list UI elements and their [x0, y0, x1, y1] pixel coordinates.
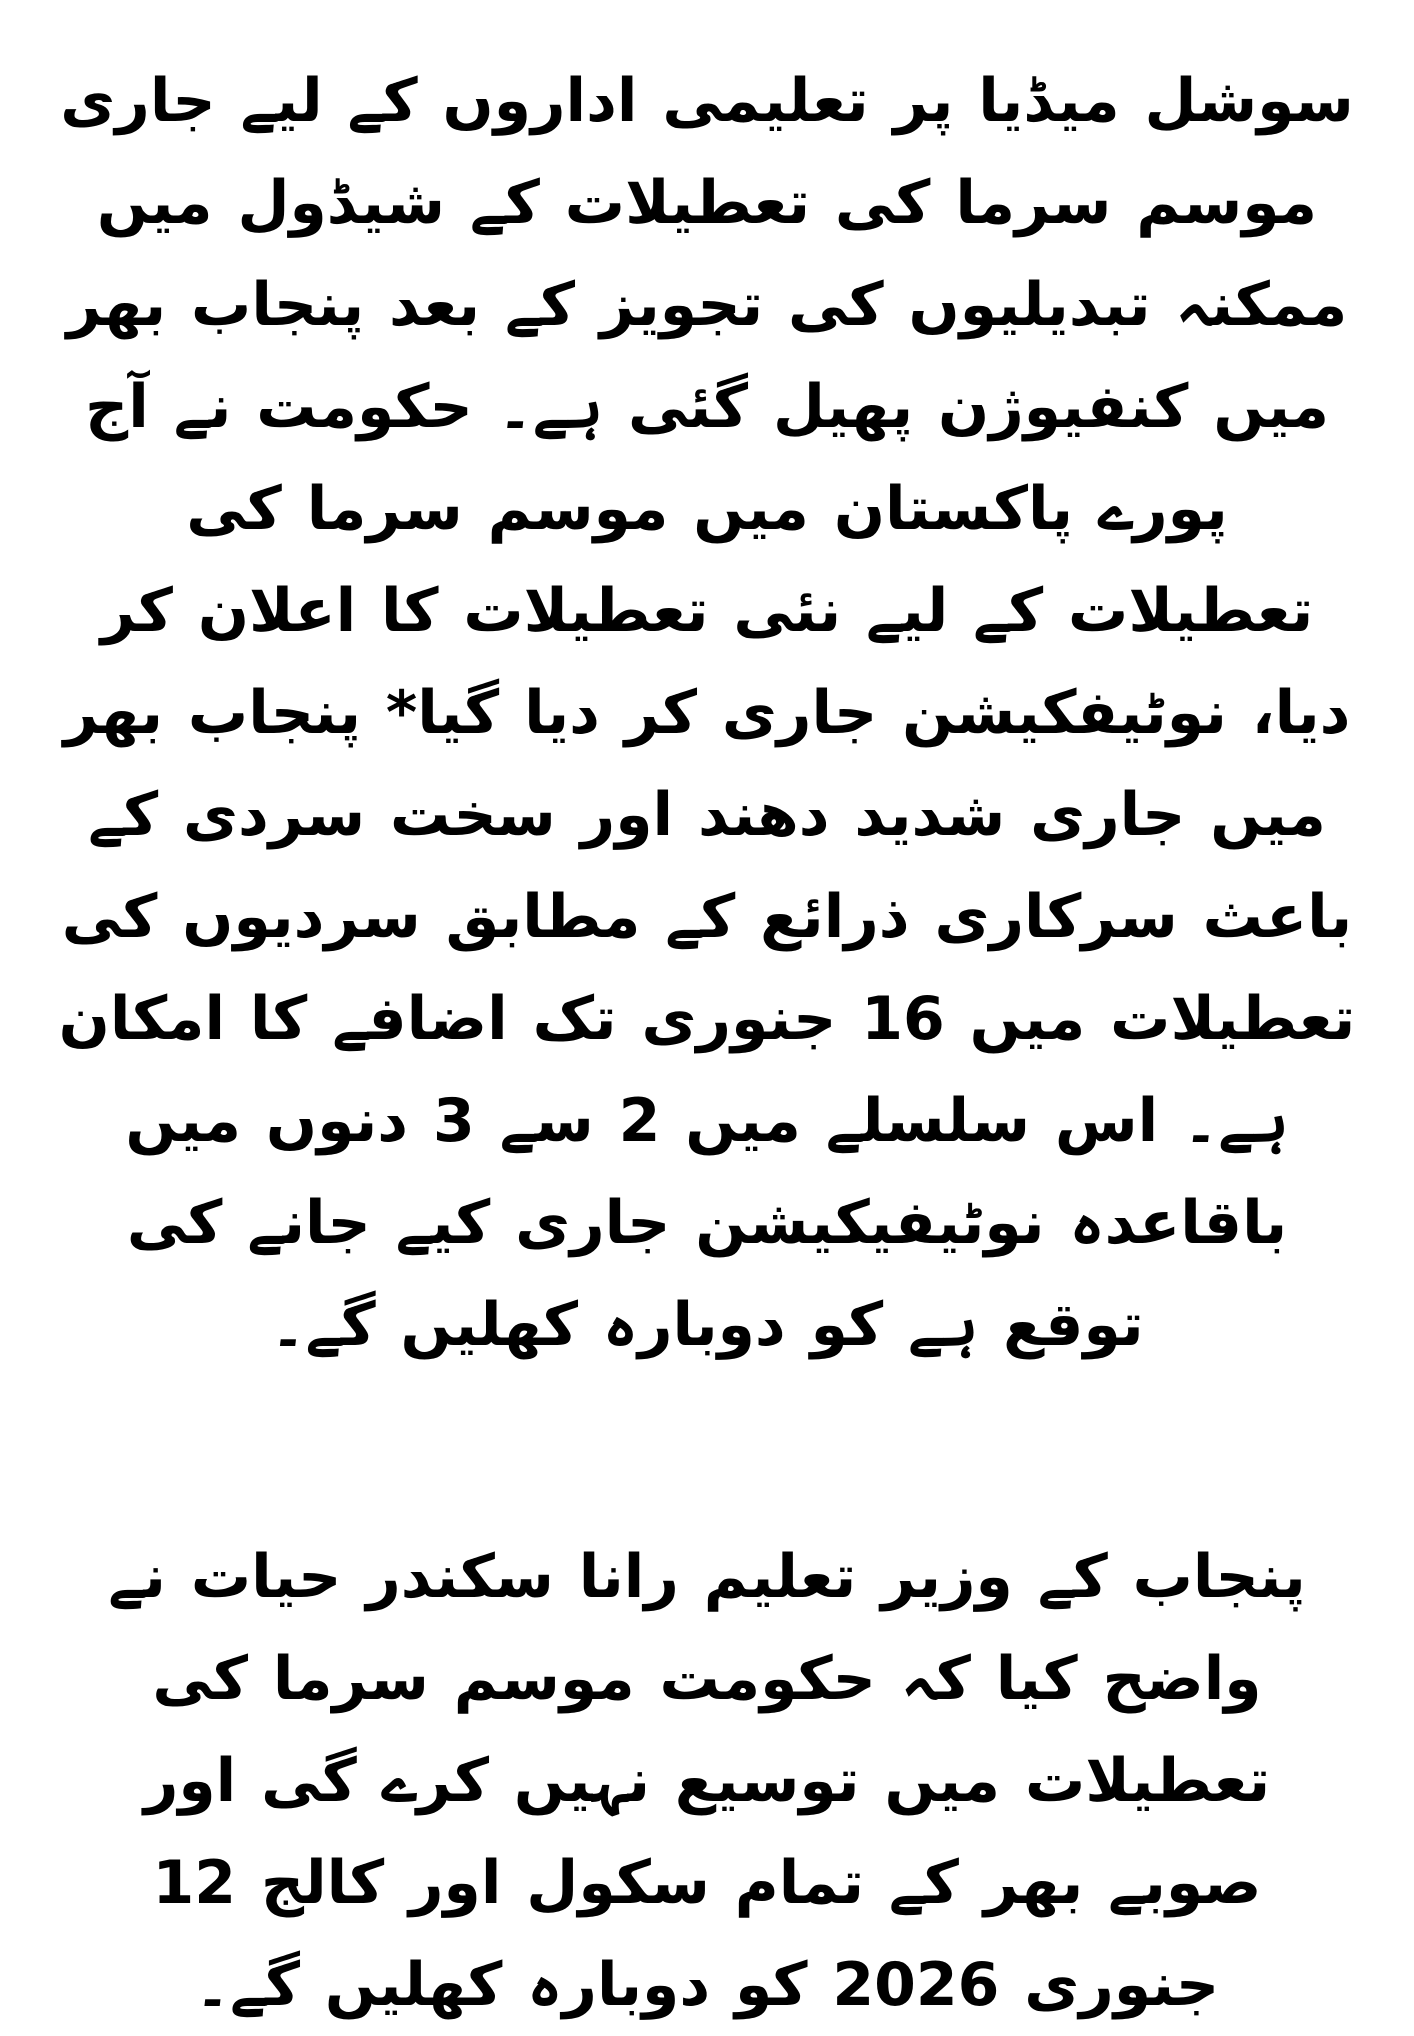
- news-paragraph-winter-holidays: سوشل میڈیا پر تعلیمی اداروں کے لیے جاری موسم سرما کی تعطیلات کے شیڈول میں ممکنہ تبدیلیوں کی تجویز کے بعد پنجاب بھر میں کنفیوژن پھیل گئی ہے۔ حکومت نے آج پورے پاکستان میں موسم سرما کی تعطیلات کے لیے نئی تعطیلات کا اعلان کر دیا، نوٹیفکیشن جاری کر دیا گیا* پنجاب بھر میں جاری شدید دھند اور سخت سردی کے باعث سرکاری ذرائع کے مطابق سردیوں کی تعطیلات میں 16 جنوری تک اضافے کا امکان ہے۔ اس سلسلے میں 2 سے 3 دنوں میں باقاعدہ نوٹیفیکیشن جاری کیے جانے کی توقع ہے کو دوبارہ کھلیں گے۔: [58, 66, 1356, 1360]
- news-paragraph-minister-statement: پنجاب کے وزیر تعلیم رانا سکندر حیات نے واضح کیا کہ حکومت موسم سرما کی تعطیلات میں توسیع نہیں کرے گی اور صوبے بھر کے تمام سکول اور کالج 12 جنوری 2026 کو دوبارہ کھلیں گے۔: [108, 1542, 1306, 2020]
